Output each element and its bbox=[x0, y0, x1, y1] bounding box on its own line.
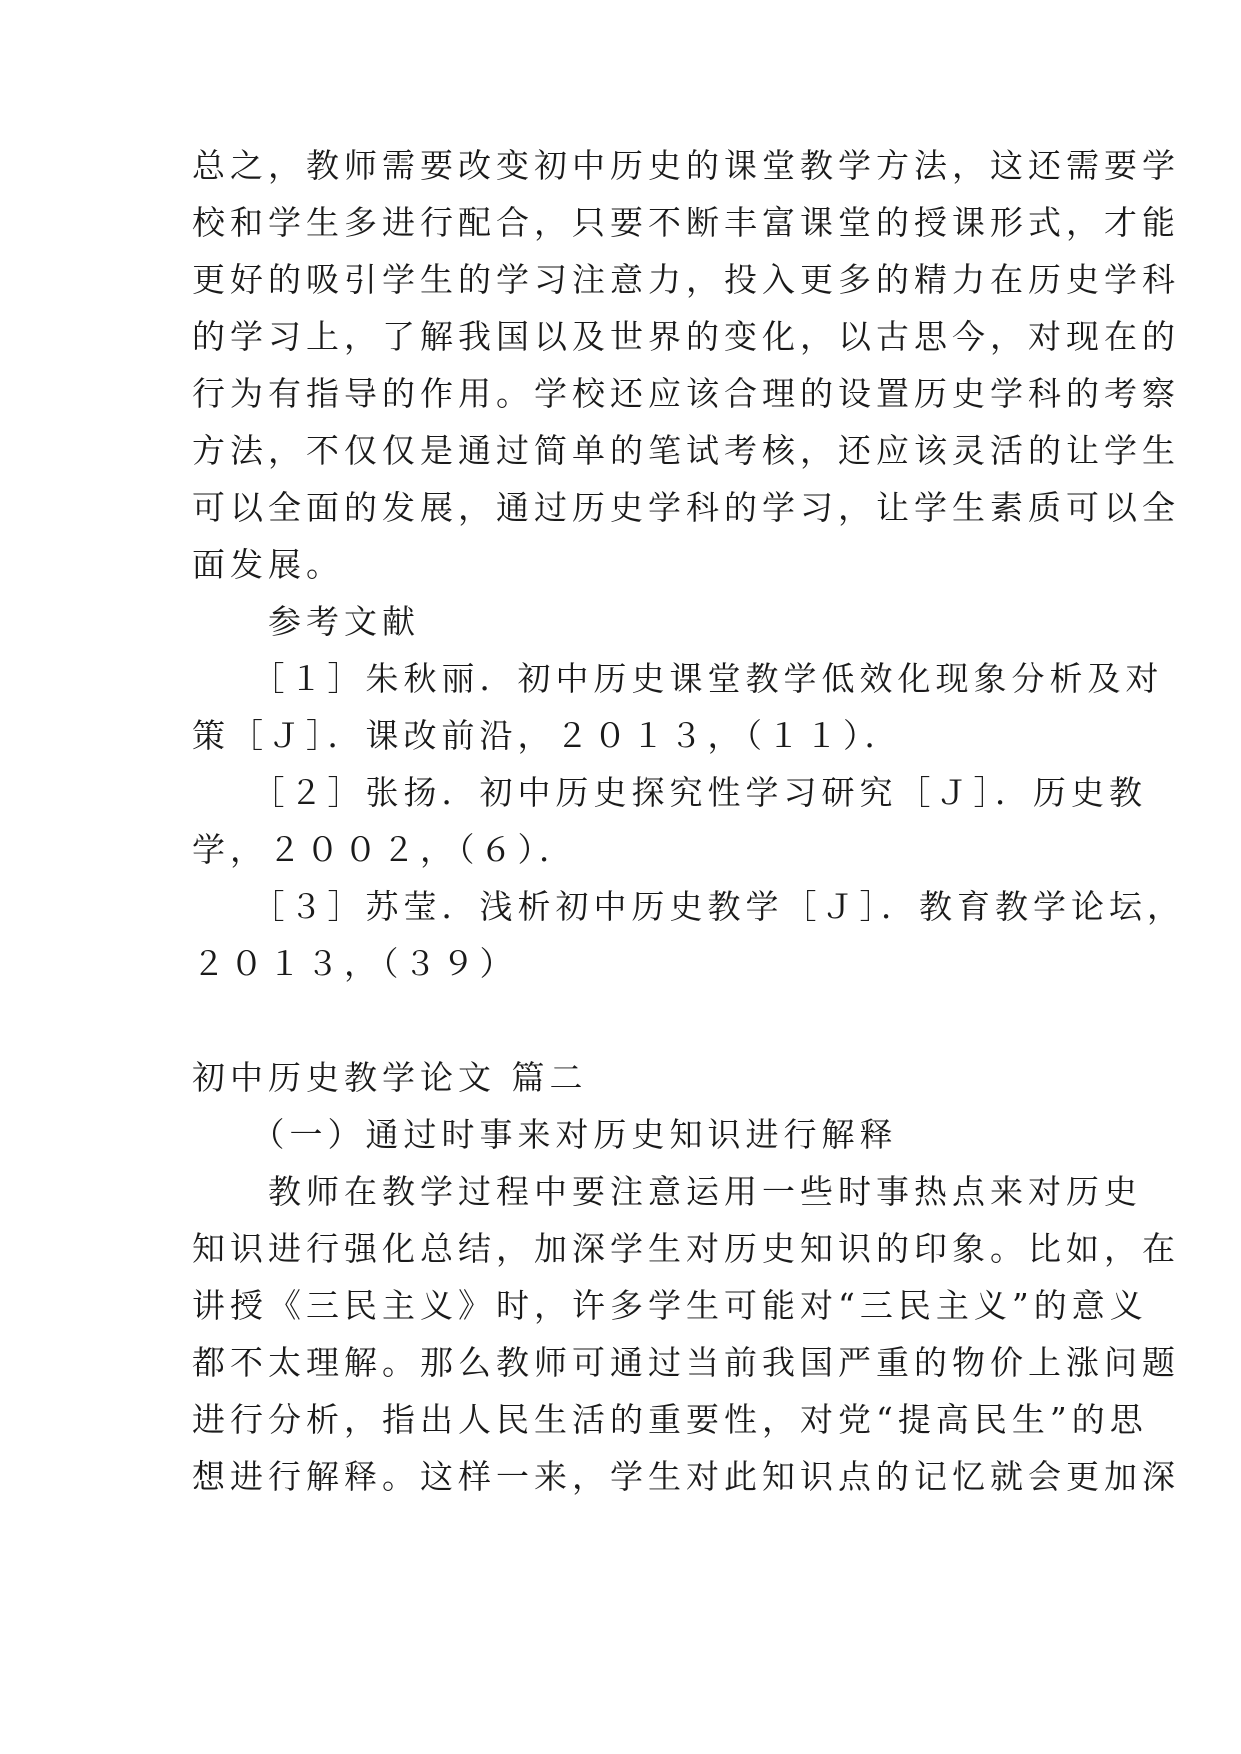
paragraph-line: 的学习上，了解我国以及世界的变化，以古思今，对现在的 bbox=[192, 317, 1180, 356]
reference-line: 学，２００２，（６）． bbox=[192, 830, 577, 869]
paragraph-line: 行为有指导的作用。学校还应该合理的设置历史学科的考察 bbox=[192, 374, 1180, 413]
paragraph-line: 面发展。 bbox=[192, 545, 344, 584]
paragraph-line: 进行分析，指出人民生活的重要性，对党“提高民生”的思 bbox=[192, 1400, 1148, 1439]
reference-line: ［１］朱秋丽．初中历史课堂教学低效化现象分析及对 bbox=[192, 659, 1164, 698]
section-title: 初中历史教学论文 篇二 bbox=[192, 1058, 588, 1097]
paragraph-line: 方法，不仅仅是通过简单的笔试考核，还应该灵活的让学生 bbox=[192, 431, 1180, 470]
reference-line: 策［Ｊ］．课改前沿，２０１３，（１１）． bbox=[192, 716, 903, 755]
paragraph-line: 更好的吸引学生的学习注意力，投入更多的精力在历史学科 bbox=[192, 260, 1180, 299]
reference-line: ［３］苏莹．浅析初中历史教学［Ｊ］．教育教学论坛， bbox=[192, 887, 1185, 926]
paragraph-line: 总之，教师需要改变初中历史的课堂教学方法，这还需要学 bbox=[192, 146, 1180, 185]
paragraph-line: 知识进行强化总结，加深学生对历史知识的印象。比如，在 bbox=[192, 1229, 1180, 1268]
reference-line: ［２］张扬．初中历史探究性学习研究［Ｊ］．历史教 bbox=[192, 773, 1147, 812]
paragraph-line: 教师在教学过程中要注意运用一些时事热点来对历史 bbox=[192, 1172, 1142, 1211]
paragraph-line: 可以全面的发展，通过历史学科的学习，让学生素质可以全 bbox=[192, 488, 1180, 527]
reference-line: ２０１３，（３９） bbox=[192, 944, 518, 983]
paragraph-line: 讲授《三民主义》时，许多学生可能对“三民主义”的意义 bbox=[192, 1286, 1148, 1325]
paragraph-line: 想进行解释。这样一来，学生对此知识点的记忆就会更加深 bbox=[192, 1457, 1180, 1496]
references-heading: 参考文献 bbox=[192, 602, 420, 641]
paragraph-line: 校和学生多进行配合，只要不断丰富课堂的授课形式，才能 bbox=[192, 203, 1180, 242]
paragraph-line: 都不太理解。那么教师可通过当前我国严重的物价上涨问题 bbox=[192, 1343, 1180, 1382]
subsection-heading: （一）通过时事来对历史知识进行解释 bbox=[192, 1115, 898, 1154]
